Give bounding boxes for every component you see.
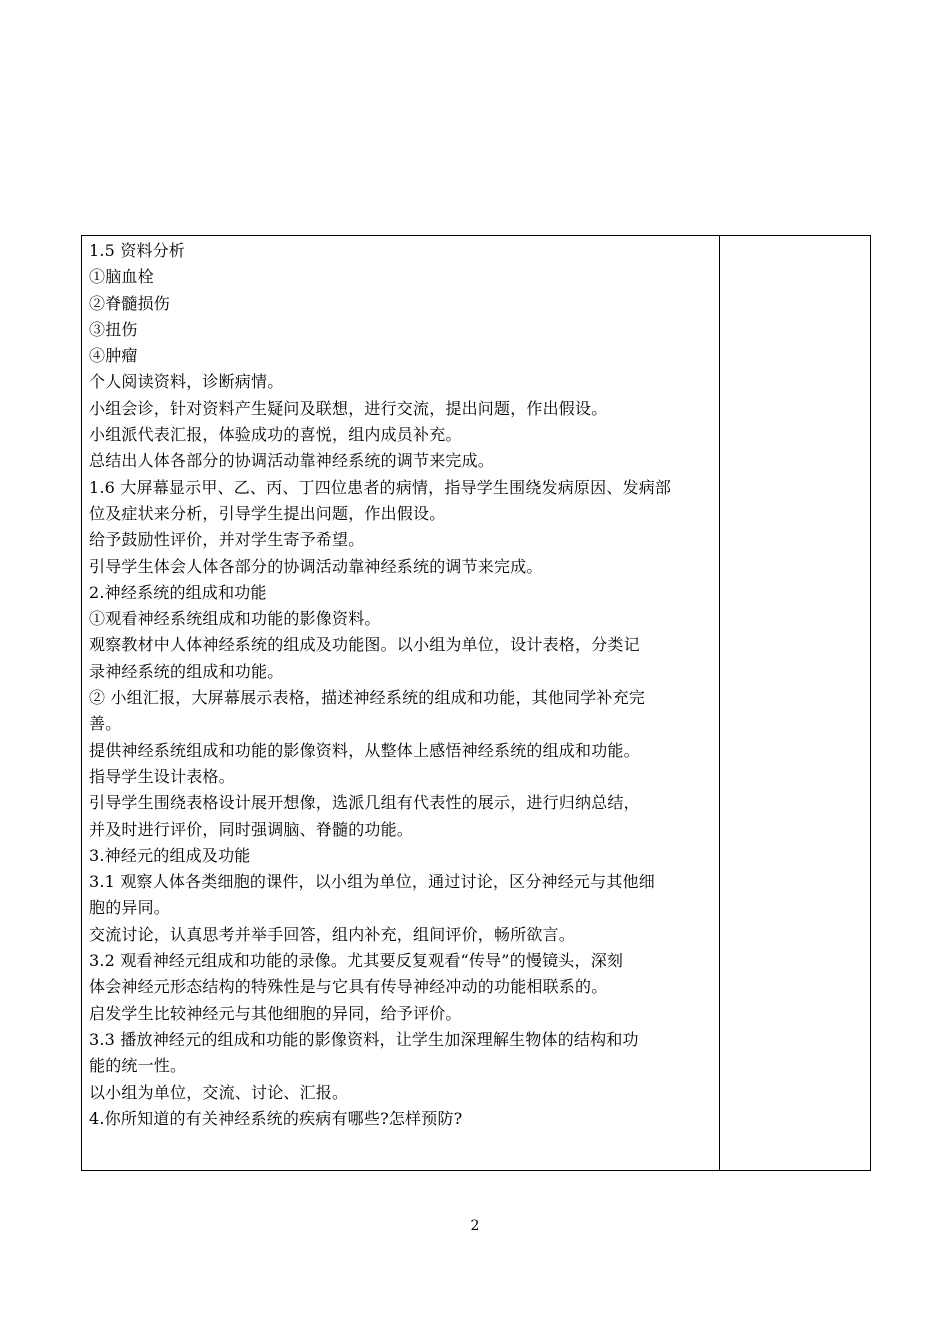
lesson-content-cell	[82, 236, 720, 1170]
content-line: 交流讨论，认真思考并举手回答，组内补充，组间评价，畅所欲言。	[89, 924, 576, 944]
content-line: 给予鼓励性评价，并对学生寄予希望。	[89, 530, 365, 550]
content-line: 位及症状来分析，引导学生提出问题，作出假设。	[89, 503, 446, 523]
content-line: 4.你所知道的有关神经系统的疾病有哪些?怎样预防?	[89, 1108, 463, 1128]
content-line: 以小组为单位，交流、讨论、汇报。	[89, 1082, 349, 1102]
content-line: 引导学生围绕表格设计展开想像，选派几组有代表性的展示，进行归纳总结，	[89, 793, 640, 813]
content-line: 能的统一性。	[89, 1056, 187, 1076]
content-line: 体会神经元形态结构的特殊性是与它具有传导神经冲动的功能相联系的。	[89, 977, 608, 997]
lesson-notes-cell	[720, 236, 870, 1170]
content-line: 观察教材中人体神经系统的组成及功能图。以小组为单位，设计表格，分类记	[89, 635, 640, 655]
content-line: ④肿瘤	[89, 346, 138, 366]
content-line: 善。	[89, 714, 122, 734]
content-line: 总结出人体各部分的协调活动靠神经系统的调节来完成。	[89, 451, 495, 471]
content-line: 3.3 播放神经元的组成和功能的影像资料，让学生加深理解生物体的结构和功	[89, 1029, 639, 1049]
content-line: 3.2 观看神经元组成和功能的录像。尤其要反复观看“传导”的慢镜头，深刻	[89, 951, 624, 971]
content-line: 1.5 资料分析	[89, 241, 186, 260]
page-number: 2	[470, 1218, 480, 1234]
content-line: ③扭伤	[89, 319, 138, 339]
content-line: 2.神经系统的组成和功能	[89, 582, 267, 602]
content-line: 引导学生体会人体各部分的协调活动靠神经系统的调节来完成。	[89, 556, 543, 576]
content-line: ①脑血栓	[89, 267, 154, 287]
content-line: 胞的异同。	[89, 898, 171, 918]
content-line: 3.1 观察人体各类细胞的课件，以小组为单位，通过讨论，区分神经元与其他细	[89, 872, 655, 892]
content-line: 提供神经系统组成和功能的影像资料，从整体上感悟神经系统的组成和功能。	[89, 740, 640, 760]
lesson-table	[81, 235, 871, 1171]
content-line: 启发学生比较神经元与其他细胞的异同，给予评价。	[89, 1003, 462, 1023]
content-line: ②脊髓损伤	[89, 293, 171, 313]
content-line: 并及时进行评价，同时强调脑、脊髓的功能。	[89, 819, 414, 839]
content-line: 指导学生设计表格。	[89, 766, 235, 786]
content-line: 小组派代表汇报，体验成功的喜悦，组内成员补充。	[89, 425, 462, 445]
content-line: 3.神经元的组成及功能	[89, 845, 251, 865]
content-line: 1.6 大屏幕显示甲、乙、丙、丁四位患者的病情，指导学生围绕发病原因、发病部	[89, 477, 672, 497]
content-line: 录神经系统的组成和功能。	[89, 661, 284, 681]
content-line: ①观看神经系统组成和功能的影像资料。	[89, 609, 381, 629]
content-line: 个人阅读资料，诊断病情。	[89, 372, 284, 392]
content-line: 小组会诊，针对资料产生疑问及联想，进行交流，提出问题，作出假设。	[89, 398, 608, 418]
content-line: ② 小组汇报，大屏幕展示表格，描述神经系统的组成和功能，其他同学补充完	[89, 688, 646, 708]
